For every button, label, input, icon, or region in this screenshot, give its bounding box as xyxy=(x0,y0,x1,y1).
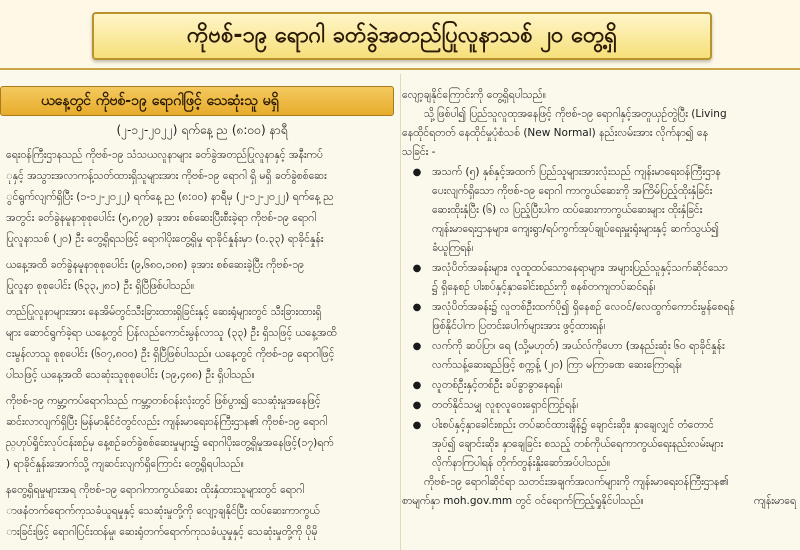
headline-box xyxy=(92,12,712,60)
left-column xyxy=(0,74,404,550)
bullet-item xyxy=(402,298,800,317)
paragraph-line: ပြုလူနာသစ် (၂၀) ဦး တွေ့ရှိရသဖြင့် ရောဂါပိုးတွေ့ရှိမှု ရာခိုင်နှုန်းမှာ (၀.၃၃) ရာခိုင်နှုန်း xyxy=(6,233,324,245)
paragraph-line: ည္ဟုပ်ရှိုင်းလုပ်ငန်းစဉ်မှ နေ့စဉ်ခတ်ခွဲစစ်ဆေးမှုများ၌ ရောဂါပိုးတွေ့ရှိမှုအနေဖြင့်(၁၇)ရက် xyxy=(6,437,334,449)
paragraph-line: ) ရာခိုင်နှုန်းအောက်သို့ ကျဆင်းလျက်ရှိကြောင်း တွေ့ရှိရပါသည်။ xyxy=(6,458,244,470)
headline: ကိုဗစ်-၁၉ ရောဂါ ခတ်ခွဲအတည်ပြုလူနာသစ် ၂၀ တွေ့ရှိ xyxy=(186,22,618,48)
bullet-dot-icon: ● xyxy=(412,263,422,274)
footer-line-tail: ကျန်းမာရေ xyxy=(753,495,796,507)
bullet-item xyxy=(402,337,800,356)
bullet-text: အလုံပိတ်အခန်းများ၊ လူထူထပ်သောနေရာများ၊ အများပြည်သူနှင့်သက်ဆိုင်သော xyxy=(432,262,728,274)
paragraph-line: ယနေ့အထိ ခတ်ခွဲနမူနာစုစုပေါင်း (၉,၆၈၀,၁၈၈) ခုအား စစ်ဆေးခဲ့ပြီး ကိုဗစ်-၁၉ xyxy=(6,259,304,271)
paragraph-line: ုနှင့် အသွားအလာကန့်သတ်ထားရှိသူများအား ကိုဗစ်-၁၉ ရောဂါ ရှိ မရှိ ခတ်ခွဲစစ်ဆေး xyxy=(6,170,327,182)
banner xyxy=(0,0,800,70)
dateline: (၂-၁၂-၂၀၂၂) ရက်နေ့ ည (၈:၀၀) နာရီ xyxy=(116,123,288,137)
bullet-continuation: အုပ်၍ ချောင်းဆိုး၊ နှာချေခြင်း စသည့် တစ်ကိုယ်ရေကာကွယ်ရေးနည်းလမ်းများ xyxy=(432,438,724,450)
bullet-continuation: ကျန်းမာရေးဌာနများ၊ ကျေးရွာ/ရပ်ကွက်အုပ်ချုပ်ရေးမှူးရုံးများနှင့် ဆက်သွယ်၍ xyxy=(432,223,720,235)
paragraph-line: ကိုဗစ်-၁၉ ကမ္ဘာ့ကပ်ရောဂါသည် ကမ္ဘာ့တစ်ဝန်းလုံးတွင် ဖြစ်ပွား၍ သေဆုံးမှုအနေဖြင့် xyxy=(6,395,321,407)
bullet-text: တတ်နိုင်သမျှ လူစုလူဝေးရှောင်ကြဉ်ရန်၊ xyxy=(432,399,579,411)
paragraph-line: ဆင်းလာလျက်ရှိပြီး မြန်မာနိုင်ငံတွင်လည်း ကျန်းမာရေးဝန်ကြီးဌာန၏ ကိုဗစ်-၁၉ ရောဂါ xyxy=(6,416,328,428)
bullet-text: လူတစ်ဦးနှင့်တစ်ဦး ခပ်ခွာခွာနေရန်၊ xyxy=(432,379,563,391)
paragraph-line: နတွေ့ရှိရမှုများအရ ကိုဗစ်-၁၉ ရောဂါကာကွယ်ဆေး ထိုးနှံထားသူများတွင် ရောဂါ xyxy=(6,484,304,496)
bullet-continuation: ဖြစ်နိုင်ပါက ပြတင်းပေါက်များအား ဖွင့်ထားရန်၊ xyxy=(432,320,606,332)
bullet-continuation: လက်သန့်ဆေးရည်ဖြင့် စက္ကန့် (၂၀) ကြာ မကြာခဏ ဆေးကြောရန်၊ xyxy=(432,359,682,371)
footer-line: ကိုဗစ်-၁၉ ရောဂါဆိုင်ရာ သတင်းအချက်အလက်များကို ကျန်းမာရေးဝန်ကြီးဌာန၏ xyxy=(424,476,729,488)
bullet-dot-icon: ● xyxy=(412,167,422,178)
paragraph-line: ငးမွန်လာသူ စုစုပေါင်း (၆၀၇,၈၀၀) ဦး ရှိပြီဖြစ်ပါသည်။ ယနေ့တွင် ကိုဗစ်-၁၉ ရောဂါဖြင့် xyxy=(6,348,335,360)
bullet-continuation: လိုက်နာကြပါရန် တိုက်တွန်းနှိုးဆော်အပ်ပါသည်။ xyxy=(432,457,611,469)
bullet-dot-icon: ● xyxy=(412,380,422,391)
bullet-dot-icon: ● xyxy=(412,302,422,313)
bullet-item xyxy=(402,396,800,415)
footer-line: စာမျက်နှာ moh.gov.mm တွင် ဝင်ရောက်ကြည့်ရှုနိုင်ပါသည်။ xyxy=(402,495,644,507)
intro-line: လျော့ချနိုင်ကြောင်းကို တွေ့ရှိရပါသည်။ xyxy=(402,89,546,101)
bullet-text: အလုံပိတ်အခန်း၌ လူတစ်ဦးထက်ပို၍ ရှိနေစဉ် လေဝင်/လေထွက်ကောင်းမွန်စေရန် xyxy=(432,301,735,313)
bullet-text: အသက် (၅) နှစ်နှင့်အထက် ပြည်သူများအားလုံးသည် ကျန်းမာရေးဝန်ကြီးဌာန xyxy=(432,166,721,178)
bullet-continuation: ဆေးထိုးနှံပြီး (၆) လ ပြည့်ပြီးပါက ထပ်ဆေးကာကွယ်ဆေးများ ထိုးနှံခြင်း xyxy=(432,204,703,216)
bullet-continuation: ပေးလျက်ရှိသော ကိုဗစ်-၁၉ ရောဂါ ကာကွယ်ဆေးကို အကြိမ်ပြည့်ထိုးနှံခြင်း xyxy=(432,185,713,197)
bullet-text: လက်ကို ဆပ်ပြာ၊ ရေ (သို့မဟုတ်) အယ်လ်ကိုဟော (အနည်းဆုံး ၆၀ ရာခိုင်နှုန်း xyxy=(432,340,725,352)
paragraph-line: ားခြင်းဖြင့် ရောဂါပြင်းထန်မှု၊ ဆေးရုံတက်ရောက်ကုသခံယူမှုနှင့် သေဆုံးမှုတို့ကို ပိုမို xyxy=(6,526,318,538)
subheading-box xyxy=(0,86,394,116)
right-intro xyxy=(402,86,800,162)
bullet-item xyxy=(402,376,800,395)
bullet-item xyxy=(402,259,800,278)
intro-line: သခြင်း - xyxy=(402,146,436,158)
paragraph-line: ွင်ရွက်လျက်ရှိပြီး (၁-၁၂-၂၀၂၂) ရက်နေ့ ည (၈:၀၀) နာရီမှ (၂-၁၂-၂၀၂၂) ရက်နေ့ ည xyxy=(6,191,334,203)
bullet-text: ပါးစပ်နှင့်နှာခေါင်းစည်း တပ်ဆင်ထားချိန်၌ ချောင်းဆိုး၊ နှာချေလျှင် တံတောင် xyxy=(432,419,714,431)
subheading: ယနေ့တွင် ကိုဗစ်-၁၉ ရောဂါဖြင့် သေဆုံးသူ မရှိ xyxy=(41,92,279,109)
bullet-continuation: ၌ ရှိနေစဉ် ပါးစပ်နှင့်နှာခေါင်းစည်းကို စနစ်တကျတပ်ဆင်ရန်၊ xyxy=(432,281,656,293)
left-paragraphs xyxy=(0,145,404,543)
bullet-dot-icon: ● xyxy=(412,400,422,411)
paragraph-line: တည်ပြုလူနာများအား နေအိမ်တွင်သီးခြားထားရှိခြင်းနှင့် ဆေးရုံများတွင် သီးခြားထားရှိ xyxy=(6,306,322,318)
paragraph-line: အတွင်း ခတ်ခွဲနမူနာစုစုပေါင်း (၅,၈၇၉) ခုအား စစ်ဆေးပြီးစီးခဲ့ရာ ကိုဗစ်-၁၉ ရောဂါ xyxy=(6,212,316,224)
paragraph-line: များ ဆောင်ရွက်ခဲ့ရာ ယနေ့တွင် ပြန်လည်ကောင်းမွန်လာသူ (၃၃) ဦး ရှိသဖြင့် ယနေ့အထိ xyxy=(6,327,337,339)
bullet-item xyxy=(402,163,800,182)
intro-line: သို့ဖြစ်ပါ၍ ပြည်သူလူထုအနေဖြင့် ကိုဗစ်-၁၉ ရောဂါနှင့်အတူယှဉ်တွဲပြီး (Living xyxy=(424,108,727,120)
bullet-item xyxy=(402,416,800,435)
bullet-dot-icon: ● xyxy=(412,341,422,352)
guideline-list xyxy=(402,163,800,473)
footer-line-row xyxy=(402,492,800,511)
paragraph-line: ရေးဝန်ကြီးဌာနသည် ကိုဗစ်-၁၉ သံသယလူနာများ ခတ်ခွဲအတည်ပြုလူနာနှင့် အနီးကပ် xyxy=(6,149,323,161)
paragraph-line: ပါသဖြင့် ယနေ့အထိ သေဆုံးသူစုစုပေါင်း (၁၉,၄၈၈) ဦး ရှိပါသည်။ xyxy=(6,369,255,381)
bullet-continuation: ခံယူကြရန်၊ xyxy=(432,242,474,254)
intro-line: နေထိုင်ရတတ် နေထိုင်မှုပုံစံသစ် (New Normal) နည်းလမ်းအား လိုက်နာ၍ နေ xyxy=(402,127,709,139)
right-column xyxy=(402,86,800,550)
bullet-dot-icon: ● xyxy=(412,420,422,431)
right-footer xyxy=(402,473,800,511)
paragraph-line: ာဖနံတက်ရောက်ကုသခံယူရမှုနှင့် သေဆုံးမှုတို့ကို လျော့ချနိုင်ပြီး ထပ်ဆေးကာကွယ် xyxy=(6,505,320,517)
paragraph-line: ပြုလူနာ စုစုပေါင်း (၆၃၃,၂၈၁) ဦး ရှိပြီဖြစ်ပါသည်။ xyxy=(6,280,195,292)
